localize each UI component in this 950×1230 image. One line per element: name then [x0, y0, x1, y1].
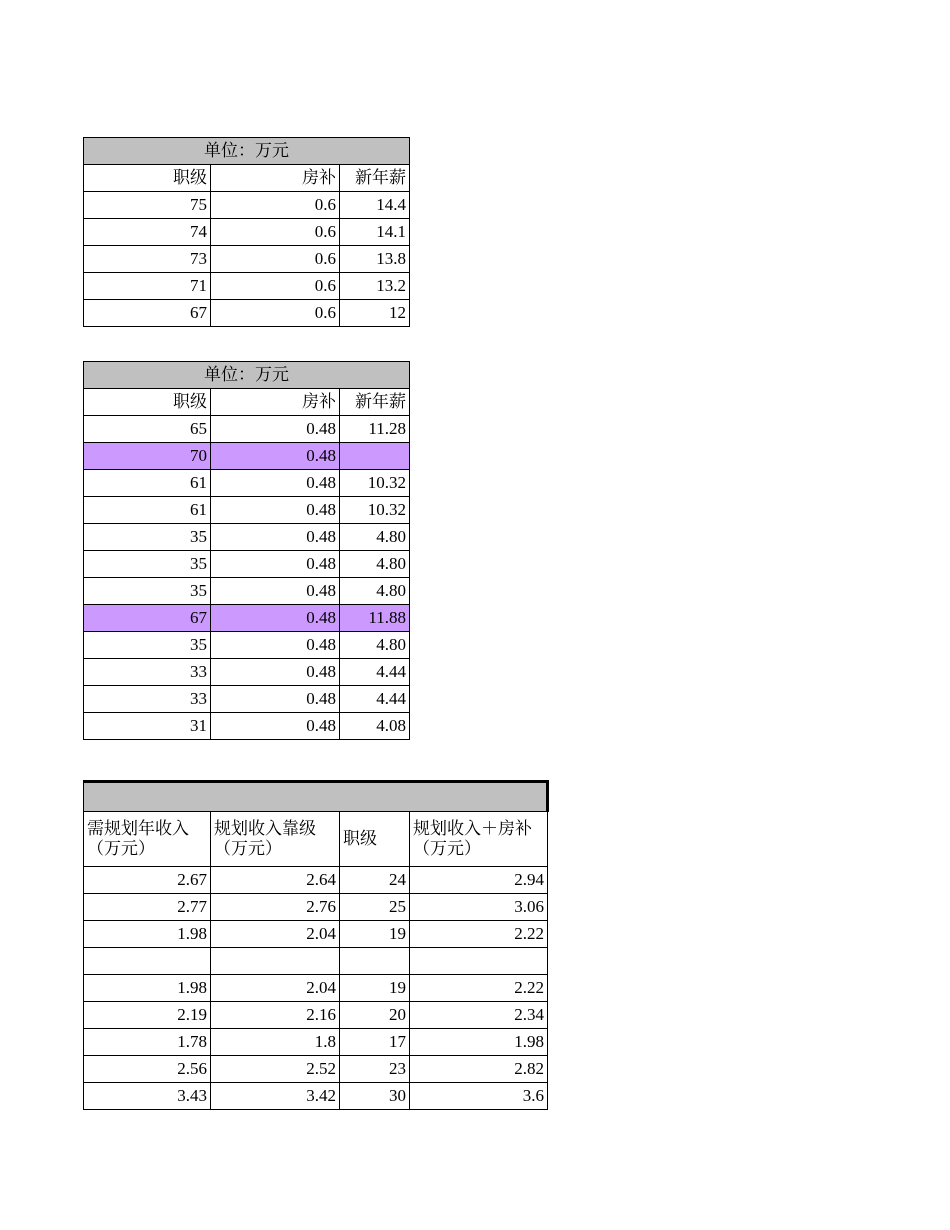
cell[interactable]: 1.98: [84, 975, 211, 1002]
cell[interactable]: 70: [84, 443, 211, 470]
table-row: [84, 975, 548, 1002]
cell[interactable]: 3.6: [410, 1083, 548, 1110]
cell[interactable]: 30: [340, 1083, 410, 1110]
table-row: [84, 497, 410, 524]
table-row: [84, 219, 410, 246]
cell[interactable]: [211, 948, 340, 975]
table-row: [84, 300, 410, 327]
cell[interactable]: 33: [84, 686, 211, 713]
cell[interactable]: 0.6: [211, 192, 340, 219]
cell[interactable]: 0.48: [211, 443, 340, 470]
cell[interactable]: 24: [340, 867, 410, 894]
cell[interactable]: 2.77: [84, 894, 211, 921]
cell[interactable]: 35: [84, 551, 211, 578]
cell[interactable]: 12: [340, 300, 410, 327]
cell[interactable]: 14.4: [340, 192, 410, 219]
cell[interactable]: 4.44: [340, 659, 410, 686]
cell[interactable]: 0.48: [211, 659, 340, 686]
cell[interactable]: 65: [84, 416, 211, 443]
cell[interactable]: 71: [84, 273, 211, 300]
cell[interactable]: 4.80: [340, 551, 410, 578]
cell[interactable]: [410, 948, 548, 975]
table-row: [84, 416, 410, 443]
cell[interactable]: 35: [84, 524, 211, 551]
cell[interactable]: 35: [84, 632, 211, 659]
cell[interactable]: 2.76: [211, 894, 340, 921]
cell[interactable]: 0.48: [211, 605, 340, 632]
table-row: [84, 894, 548, 921]
cell[interactable]: 2.19: [84, 1002, 211, 1029]
header-cell-housing[interactable]: 房补: [211, 165, 340, 192]
cell[interactable]: 67: [84, 605, 211, 632]
cell[interactable]: 2.04: [211, 921, 340, 948]
cell[interactable]: 10.32: [340, 497, 410, 524]
cell[interactable]: 23: [340, 1056, 410, 1083]
cell[interactable]: 35: [84, 578, 211, 605]
cell[interactable]: 2.22: [410, 975, 548, 1002]
planning-table: [83, 780, 549, 1110]
cell[interactable]: 0.48: [211, 686, 340, 713]
unit-header[interactable]: 单位：万元: [84, 138, 410, 165]
cell[interactable]: 4.44: [340, 686, 410, 713]
header-cell-salary[interactable]: 新年薪: [340, 165, 410, 192]
cell[interactable]: 1.98: [84, 921, 211, 948]
header-cell-income-plus-housing[interactable]: 规划收入＋房补（万元）: [410, 812, 548, 867]
cell[interactable]: 2.16: [211, 1002, 340, 1029]
table-row: [84, 1056, 548, 1083]
table-row-highlighted: [84, 443, 410, 470]
table-row: [84, 1002, 548, 1029]
cell[interactable]: 0.48: [211, 713, 340, 740]
cell[interactable]: 2.56: [84, 1056, 211, 1083]
cell[interactable]: 1.78: [84, 1029, 211, 1056]
cell[interactable]: 75: [84, 192, 211, 219]
cell[interactable]: 2.52: [211, 1056, 340, 1083]
cell[interactable]: 3.43: [84, 1083, 211, 1110]
table-row: [84, 713, 410, 740]
table-row: [84, 686, 410, 713]
header-cell-grade[interactable]: 职级: [84, 389, 211, 416]
table-row: [84, 470, 410, 497]
cell[interactable]: 2.04: [211, 975, 340, 1002]
cell[interactable]: 2.34: [410, 1002, 548, 1029]
cell[interactable]: 73: [84, 246, 211, 273]
cell[interactable]: 19: [340, 975, 410, 1002]
table-row-highlighted: [84, 605, 410, 632]
cell[interactable]: 0.48: [211, 497, 340, 524]
cell[interactable]: 0.6: [211, 300, 340, 327]
table-row: [84, 659, 410, 686]
cell[interactable]: 4.80: [340, 578, 410, 605]
cell[interactable]: 14.1: [340, 219, 410, 246]
cell[interactable]: 1.8: [211, 1029, 340, 1056]
table-row: [84, 632, 410, 659]
table-row: [84, 273, 410, 300]
cell[interactable]: 0.6: [211, 273, 340, 300]
table-row: [84, 867, 548, 894]
cell[interactable]: 0.48: [211, 632, 340, 659]
cell[interactable]: 31: [84, 713, 211, 740]
cell[interactable]: 11.88: [340, 605, 410, 632]
cell[interactable]: 19: [340, 921, 410, 948]
cell[interactable]: 13.2: [340, 273, 410, 300]
table-row: [84, 578, 410, 605]
salary-table-2: [83, 361, 410, 740]
salary-table-1: [83, 137, 410, 327]
cell[interactable]: 4.80: [340, 632, 410, 659]
header-cell-planned-income[interactable]: 规划收入靠级（万元）: [211, 812, 340, 867]
cell[interactable]: 13.8: [340, 246, 410, 273]
cell[interactable]: 17: [340, 1029, 410, 1056]
cell[interactable]: 0.48: [211, 470, 340, 497]
cell[interactable]: 33: [84, 659, 211, 686]
cell[interactable]: 0.6: [211, 246, 340, 273]
cell[interactable]: 74: [84, 219, 211, 246]
cell[interactable]: 2.64: [211, 867, 340, 894]
cell[interactable]: 4.08: [340, 713, 410, 740]
cell[interactable]: 20: [340, 1002, 410, 1029]
table-row: [84, 246, 410, 273]
cell[interactable]: 3.06: [410, 894, 548, 921]
cell[interactable]: 1.98: [410, 1029, 548, 1056]
cell[interactable]: 0.6: [211, 219, 340, 246]
table-row-empty: [84, 948, 548, 975]
gray-band-header[interactable]: [84, 782, 548, 812]
cell[interactable]: [340, 948, 410, 975]
table-row: [84, 1029, 548, 1056]
table-row: [84, 551, 410, 578]
header-cell-salary[interactable]: 新年薪: [340, 389, 410, 416]
cell[interactable]: 2.82: [410, 1056, 548, 1083]
cell[interactable]: 0.48: [211, 551, 340, 578]
cell[interactable]: 2.67: [84, 867, 211, 894]
cell[interactable]: 61: [84, 497, 211, 524]
cell[interactable]: 0.48: [211, 416, 340, 443]
cell[interactable]: 11.28: [340, 416, 410, 443]
cell[interactable]: 0.48: [211, 578, 340, 605]
header-cell-grade[interactable]: 职级: [84, 165, 211, 192]
cell[interactable]: 2.94: [410, 867, 548, 894]
header-cell-grade[interactable]: 职级: [340, 812, 410, 867]
unit-header[interactable]: 单位：万元: [84, 362, 410, 389]
cell[interactable]: [84, 948, 211, 975]
cell[interactable]: 3.42: [211, 1083, 340, 1110]
cell[interactable]: [340, 443, 410, 470]
cell[interactable]: 10.32: [340, 470, 410, 497]
cell[interactable]: 61: [84, 470, 211, 497]
cell[interactable]: 25: [340, 894, 410, 921]
header-cell-required-income[interactable]: 需规划年收入（万元）: [84, 812, 211, 867]
cell[interactable]: 4.80: [340, 524, 410, 551]
header-cell-housing[interactable]: 房补: [211, 389, 340, 416]
table-row: [84, 524, 410, 551]
table-row: [84, 192, 410, 219]
table-row: [84, 921, 548, 948]
cell[interactable]: 2.22: [410, 921, 548, 948]
cell[interactable]: 67: [84, 300, 211, 327]
cell[interactable]: 0.48: [211, 524, 340, 551]
table-row: [84, 1083, 548, 1110]
